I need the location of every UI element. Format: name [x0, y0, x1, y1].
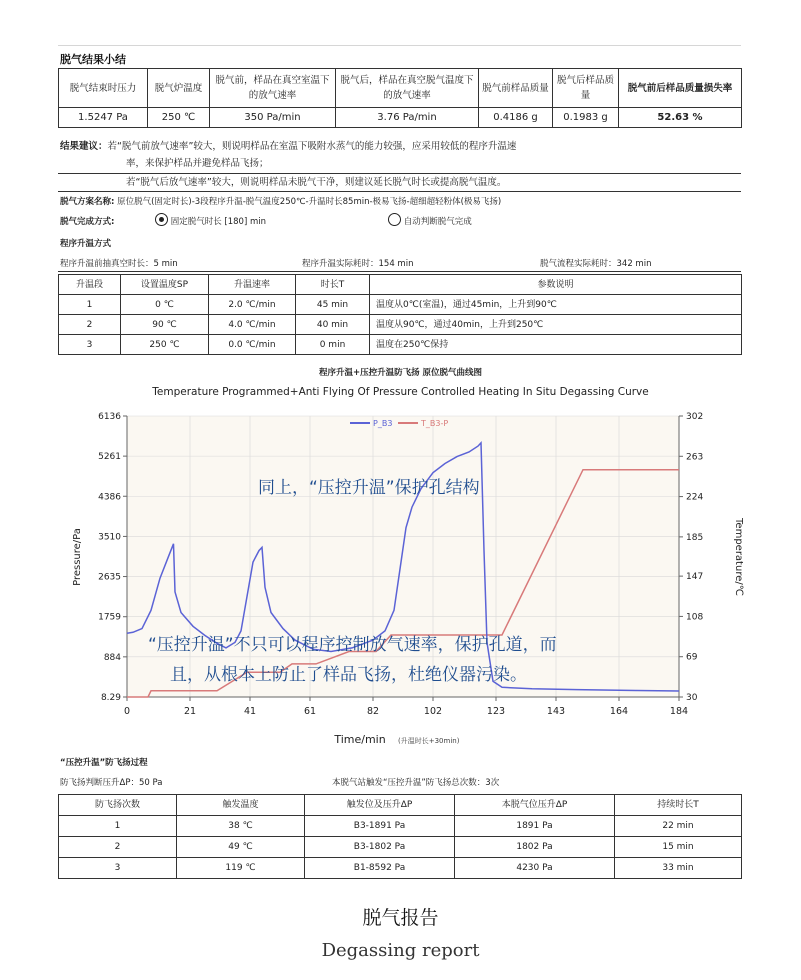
table-cell: 2.0 ℃/min: [209, 295, 296, 315]
summary-value-cell: 0.4186 g: [479, 108, 553, 128]
summary-value-cell: 1.5247 Pa: [59, 108, 148, 128]
top-divider: [58, 45, 741, 46]
y-tick-label: 6136: [98, 412, 121, 422]
y-tick-label: 8.29: [100, 693, 121, 703]
advice-label: 结果建议：: [60, 141, 108, 152]
y2-tick-label: 185: [686, 532, 704, 543]
anti-fly-header-cell: 触发温度: [177, 795, 305, 816]
x-tick-label: 82: [366, 706, 380, 717]
y2-tick-label: 108: [686, 612, 704, 623]
scheme-label: 脱气方案名称:: [60, 197, 115, 207]
table-cell: 2: [59, 315, 121, 335]
pre-vacuum-time: 程序升温前抽真空时长：5 min: [60, 259, 178, 269]
x-axis-note: (升温时长+30min): [398, 737, 460, 745]
y-tick-label: 1759: [98, 612, 121, 623]
mode-label: 脱气完成方式:: [60, 217, 115, 227]
table-cell: 3: [59, 335, 121, 355]
table-cell: 45 min: [296, 295, 370, 315]
program-actual-time: 程序升温实际耗时：154 min: [302, 259, 414, 269]
y-tick-label: 5261: [98, 452, 121, 463]
x-tick-label: 123: [486, 706, 506, 717]
anti-fly-count: 本脱气站触发“压控升温”防飞扬总次数：3次: [332, 778, 500, 788]
summary-value-row: [59, 108, 742, 128]
program-divider: [58, 271, 741, 272]
summary-header-row: [59, 69, 742, 108]
summary-value-cell: 0.1983 g: [553, 108, 619, 128]
anti-fly-header-row: [59, 795, 742, 816]
anti-fly-threshold: 防飞扬判断压升ΔP：50 Pa: [60, 778, 163, 788]
scheme-row: [60, 195, 501, 207]
table-cell: 4.0 ℃/min: [209, 315, 296, 335]
summary-value-cell: 52.63 %: [619, 108, 742, 128]
table-cell: 15 min: [615, 837, 742, 858]
table-row: [59, 295, 742, 315]
x-tick-label: 184: [669, 706, 689, 717]
table-cell: 22 min: [615, 816, 742, 837]
table-cell: 2: [59, 837, 177, 858]
x-tick-label: 102: [423, 706, 443, 717]
advice-divider: [58, 191, 741, 192]
anti-fly-table: [58, 794, 742, 879]
summary-header-cell: 脱气后样品质量: [553, 69, 619, 108]
x-tick-label: 41: [243, 706, 257, 717]
table-cell: 119 ℃: [177, 858, 305, 879]
table-cell: 49 ℃: [177, 837, 305, 858]
y2-axis-label: Temperature/℃: [733, 518, 744, 596]
table-cell: B3-1802 Pa: [305, 837, 455, 858]
total-actual-time: 脱气流程实际耗时：342 min: [540, 259, 652, 269]
table-cell: 0 min: [296, 335, 370, 355]
overlay-annotation-1: 同上，“压控升温”保护孔结构: [258, 478, 480, 498]
summary-title: 脱气结果小结: [60, 53, 126, 66]
legend-label-temperature: T_B3-P: [421, 419, 449, 428]
mode-auto-option[interactable]: [388, 213, 472, 227]
mode-fixed-label: 固定脱气时长 [180] min: [170, 217, 266, 227]
y2-tick-label: 147: [686, 572, 704, 583]
x-tick-label: 0: [123, 706, 131, 717]
table-row: [59, 315, 742, 335]
x-tick-label: 61: [303, 706, 317, 717]
table-cell: B1-8592 Pa: [305, 858, 455, 879]
program-header-cell: 升温段: [59, 275, 121, 295]
table-cell: 33 min: [615, 858, 742, 879]
summary-table: [58, 68, 742, 128]
mode-row: [60, 215, 114, 227]
x-tick-label: 143: [546, 706, 566, 717]
table-cell: 1802 Pa: [455, 837, 615, 858]
radio-selected-icon[interactable]: [155, 213, 168, 226]
table-row: [59, 816, 742, 837]
anti-fly-header-cell: 持续时长T: [615, 795, 742, 816]
x-axis-label: Time/min: [334, 733, 386, 746]
anti-fly-header-cell: 防飞扬次数: [59, 795, 177, 816]
y2-tick-label: 69: [686, 652, 698, 663]
anti-fly-title: “压控升温”防飞扬过程: [60, 758, 148, 768]
advice-line2: 若“脱气后放气速率”较大，则说明样品未脱气干净，则建议延长脱气时长或提高脱气温度。: [126, 177, 507, 188]
summary-value-cell: 250 ℃: [148, 108, 210, 128]
x-tick-label: 21: [183, 706, 197, 717]
table-cell: 38 ℃: [177, 816, 305, 837]
chart-title-en: Temperature Programmed+Anti Flying Of Pressure Controlled Heating In Situ Degassing Curve: [152, 386, 649, 398]
y-tick-label: 884: [103, 652, 121, 663]
table-row: [59, 335, 742, 355]
program-header-cell: 升温速率: [209, 275, 296, 295]
table-cell: 1: [59, 295, 121, 315]
y-tick-label: 4386: [98, 492, 121, 503]
overlay-annotation-2b: 且，从根本上防止了样品飞扬，杜绝仪器污染。: [170, 665, 527, 685]
table-cell: 温度从0℃(室温)，通过45min，上升到90℃: [370, 295, 742, 315]
program-header-cell: 设置温度SP: [121, 275, 209, 295]
degassing-chart: [0, 400, 801, 760]
legend-label-pressure: P_B3: [373, 419, 393, 428]
mode-fixed-option[interactable]: [155, 213, 266, 227]
summary-header-cell: 脱气结束时压力: [59, 69, 148, 108]
summary-header-cell: 脱气前后样品质量损失率: [619, 69, 742, 108]
advice-line1b: 率，来保护样品并避免样品飞扬；: [126, 158, 269, 169]
program-header-cell: 时长T: [296, 275, 370, 295]
y-tick-label: 2635: [98, 572, 121, 583]
caption-en: Degassing report: [321, 940, 480, 961]
program-title: 程序升温方式: [60, 239, 112, 249]
table-cell: 4230 Pa: [455, 858, 615, 879]
table-cell: 250 ℃: [121, 335, 209, 355]
scheme-value: 原位脱气(固定时长)-3段程序升温-脱气温度250℃-升温时长85min-极易飞扬-超细超轻粉体(极易飞扬): [117, 197, 502, 207]
table-cell: 0 ℃: [121, 295, 209, 315]
table-cell: 温度在250℃保持: [370, 335, 742, 355]
caption-zh: 脱气报告: [362, 907, 439, 929]
summary-header-cell: 脱气前样品质量: [479, 69, 553, 108]
table-cell: 温度从90℃，通过40min，上升到250℃: [370, 315, 742, 335]
y-axis-label: Pressure/Pa: [72, 528, 83, 586]
anti-fly-header-cell: 触发位及压升ΔP: [305, 795, 455, 816]
table-cell: 90 ℃: [121, 315, 209, 335]
summary-header-cell: 脱气炉温度: [148, 69, 210, 108]
table-cell: 40 min: [296, 315, 370, 335]
y2-tick-label: 30: [686, 693, 698, 703]
table-cell: 1891 Pa: [455, 816, 615, 837]
radio-unselected-icon[interactable]: [388, 213, 401, 226]
table-cell: 0.0 ℃/min: [209, 335, 296, 355]
anti-fly-header-cell: 本脱气位压升ΔP: [455, 795, 615, 816]
table-row: [59, 837, 742, 858]
overlay-annotation-2a: “压控升温”不只可以程序控制放气速率，保护孔道，而: [148, 635, 557, 655]
y2-tick-label: 302: [686, 412, 704, 422]
mode-auto-label: 自动判断脱气完成: [403, 217, 472, 227]
program-header-cell: 参数说明: [370, 275, 742, 295]
y2-tick-label: 224: [686, 492, 704, 503]
summary-header-cell: 脱气前，样品在真空室温下的放气速率: [210, 69, 336, 108]
program-table: [58, 274, 742, 355]
advice-line1: 若“脱气前放气速率”较大，则说明样品在室温下吸附水蒸气的能力较强，应采用较低的程序升温速: [107, 141, 517, 152]
table-row: [59, 858, 742, 879]
y-tick-label: 3510: [98, 532, 121, 543]
table-cell: B3-1891 Pa: [305, 816, 455, 837]
table-cell: 1: [59, 816, 177, 837]
x-tick-label: 164: [609, 706, 629, 717]
program-header-row: [59, 275, 742, 295]
table-cell: 3: [59, 858, 177, 879]
summary-value-cell: 3.76 Pa/min: [336, 108, 479, 128]
summary-value-cell: 350 Pa/min: [210, 108, 336, 128]
y2-tick-label: 263: [686, 452, 704, 463]
summary-header-cell: 脱气后，样品在真空脱气温度下的放气速率: [336, 69, 479, 108]
advice-block: [60, 138, 750, 172]
chart-title-zh: 程序升温+压控升温防飞扬 原位脱气曲线图: [318, 368, 483, 378]
